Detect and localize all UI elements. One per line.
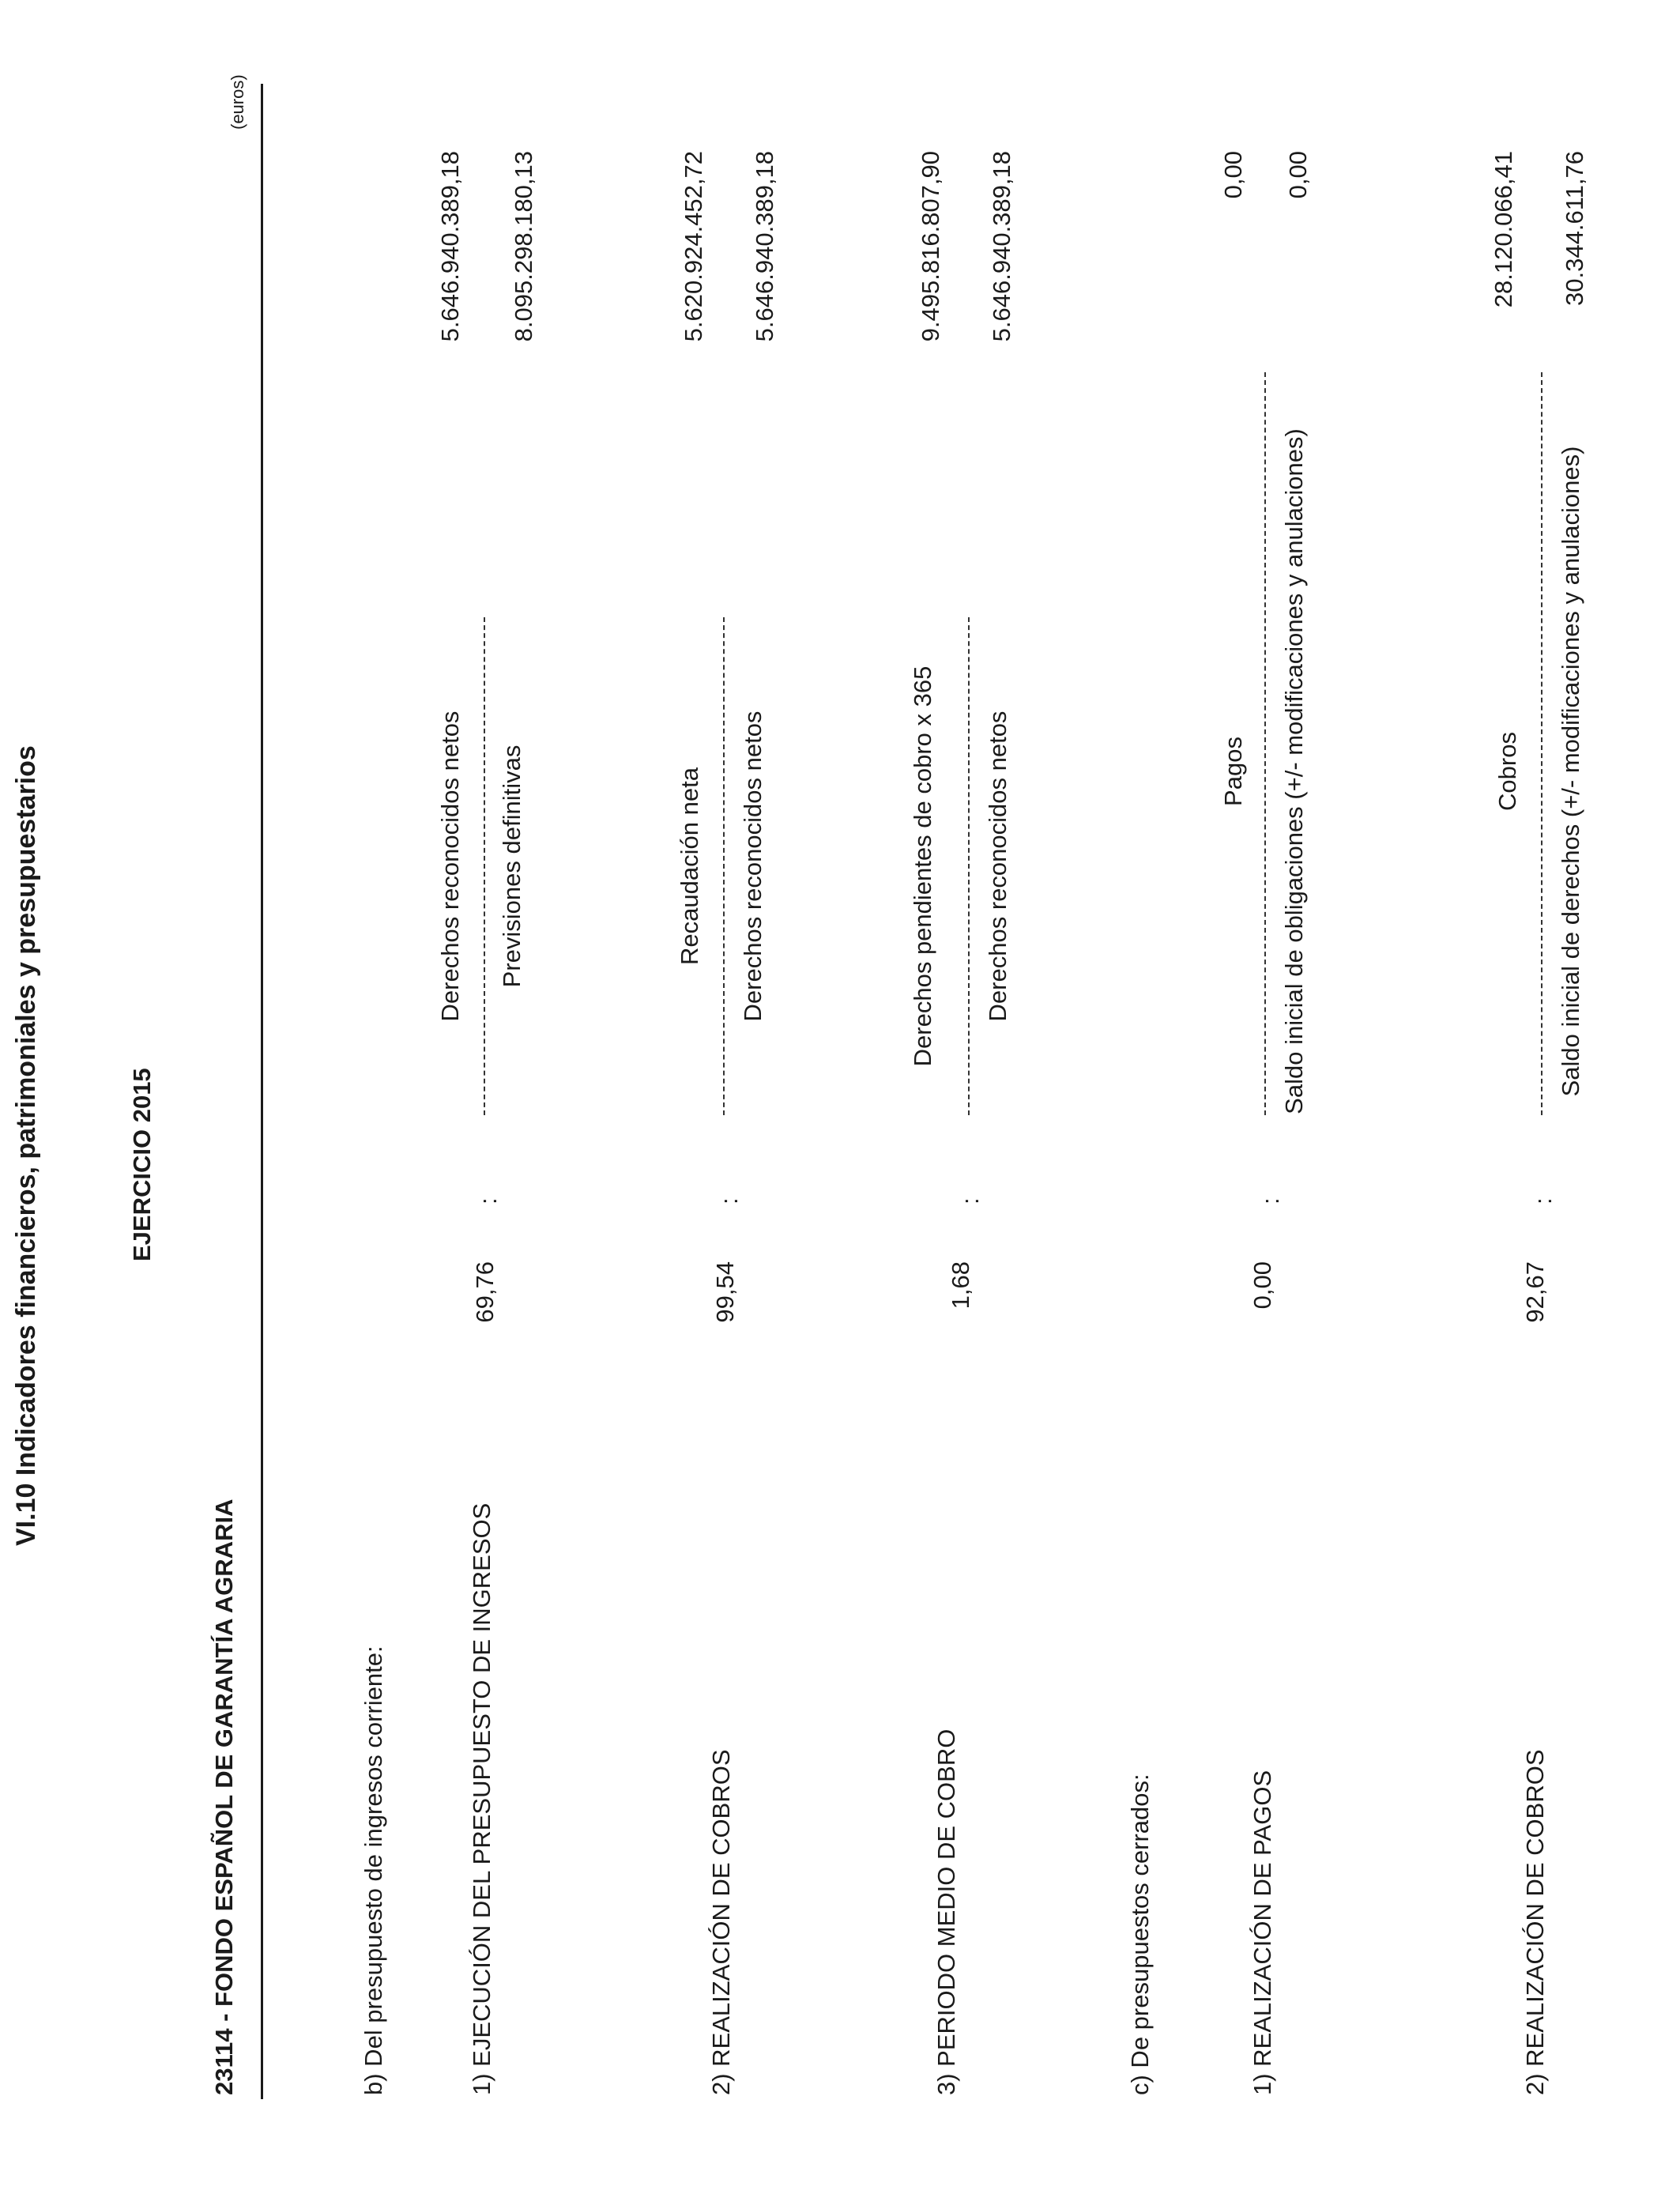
indicator-numerator: Recaudación neta xyxy=(676,767,703,965)
indicator-value: 69,76 xyxy=(471,1261,499,1323)
denominator-amount: 30.344.611,76 xyxy=(1561,151,1588,306)
indicator-numerator: Derechos reconocidos netos xyxy=(436,711,464,1022)
numerator-amount: 0,00 xyxy=(1219,151,1247,199)
indicator-label: 2) REALIZACIÓN DE COBROS xyxy=(707,1749,735,2095)
indicator-numerator: Derechos pendientes de cobro x 365 xyxy=(909,665,936,1067)
numerator-amount: 5.620.924.452,72 xyxy=(680,151,707,342)
denominator-amount: 8.095.298.180,13 xyxy=(510,151,537,342)
denominator-amount: 0,00 xyxy=(1284,151,1312,199)
page-title: VI.10 Indicadores financieros, patrimoniales y presupuestarios xyxy=(11,745,41,1546)
indicator-label: 1) REALIZACIÓN DE PAGOS xyxy=(1249,1770,1276,2095)
indicator-value: 92,67 xyxy=(1521,1261,1549,1323)
indicator-numerator: Pagos xyxy=(1219,737,1247,806)
numerator-amount: 5.646.940.389,18 xyxy=(436,151,464,342)
indicator-label: 3) PERIODO MEDIO DE COBRO xyxy=(932,1728,960,2095)
exercise-label: EJERCICIO 2015 xyxy=(128,1068,156,1261)
indicator-label: 1) EJECUCIÓN DEL PRESUPUESTO DE INGRESOS xyxy=(468,1502,495,2095)
indicator-colon: : xyxy=(474,1197,502,1204)
indicator-numerator: Cobros xyxy=(1494,732,1521,811)
indicator-label: 2) REALIZACIÓN DE COBROS xyxy=(1521,1749,1549,2095)
indicator-colon: : xyxy=(1529,1197,1557,1204)
fraction-line xyxy=(484,617,485,1115)
header-rule xyxy=(261,84,263,2099)
indicator-colon: : xyxy=(1256,1197,1284,1204)
indicator-value: 1,68 xyxy=(947,1261,974,1310)
fraction-line xyxy=(968,617,970,1115)
indicator-denominator: Saldo inicial de obligaciones (+/- modificaciones y anulaciones) xyxy=(1280,428,1308,1114)
fraction-line xyxy=(723,617,725,1115)
fraction-line xyxy=(1541,372,1543,1115)
fraction-line xyxy=(1264,372,1266,1115)
numerator-amount: 28.120.066,41 xyxy=(1490,151,1517,308)
indicator-colon: : xyxy=(956,1197,984,1204)
indicator-value: 99,54 xyxy=(711,1261,739,1323)
indicator-denominator: Saldo inicial de derechos (+/- modificaciones y anulaciones) xyxy=(1557,446,1584,1097)
indicator-colon: : xyxy=(715,1197,743,1204)
indicator-denominator: Derechos reconocidos netos xyxy=(984,711,1011,1022)
entity-name: 23114 - FONDO ESPAÑOL DE GARANTÍA AGRARIA xyxy=(210,1498,238,2095)
currency-label: (euros) xyxy=(228,74,247,130)
indicator-denominator: Derechos reconocidos netos xyxy=(739,711,767,1022)
indicator-denominator: Previsiones definitivas xyxy=(498,745,525,988)
denominator-amount: 5.646.940.389,18 xyxy=(988,151,1015,342)
denominator-amount: 5.646.940.389,18 xyxy=(751,151,778,342)
indicator-value: 0,00 xyxy=(1249,1261,1276,1310)
section-b-heading: b) Del presupuesto de ingresos corriente: xyxy=(360,1646,387,2095)
numerator-amount: 9.495.816.807,90 xyxy=(917,151,944,342)
section-c-heading: c) De presupuestos cerrados: xyxy=(1126,1774,1154,2095)
